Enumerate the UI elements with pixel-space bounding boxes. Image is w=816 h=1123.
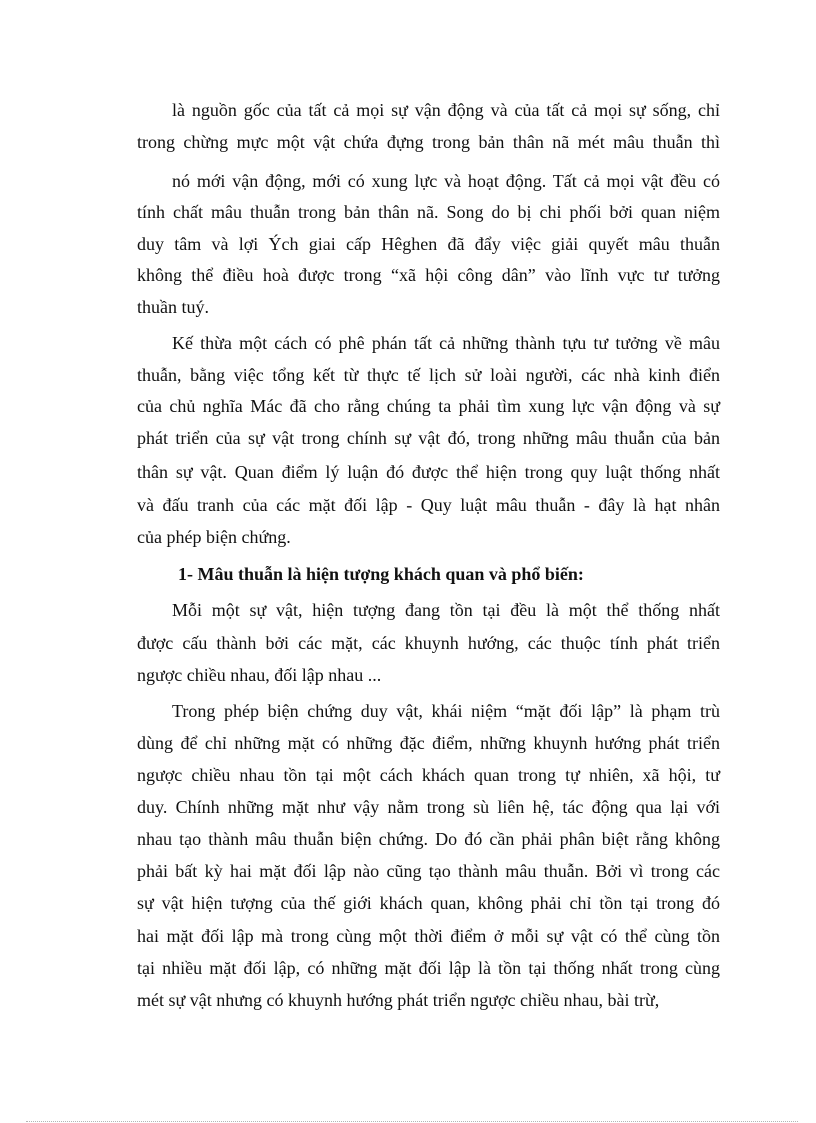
text-line: của phép biện chứng. — [137, 527, 291, 547]
text-line: tính chất mâu thuẫn trong bản thân nã. Song do bị chi phối bởi quan niệm — [137, 202, 720, 222]
text-line: hai mặt đối lập mà trong cùng một thời điểm ở mỗi sự vật có thể cùng tồn — [137, 926, 720, 946]
text-line: mét sự vật nhưng có khuynh hướng phát triển ngược chiều nhau, bài trừ, — [137, 990, 660, 1010]
text-line: thuẫn, bằng việc tổng kết từ thực tế lịch sử loài người, các nhà kinh điển — [137, 365, 720, 385]
text-line: duy tâm và lợi Ých giai cấp Hêghen đã đẩy việc giải quyết mâu thuẫn — [137, 234, 720, 254]
text-line: và đấu tranh của các mặt đối lập - Quy luật mâu thuẫn - đây là hạt nhân — [137, 495, 720, 515]
text-line: thân sự vật. Quan điểm lý luận đó được thể hiện trong quy luật thống nhất — [137, 462, 720, 482]
text-line: thuần tuý. — [137, 297, 209, 317]
text-line: phải bất kỳ hai mặt đối lập nào cũng tạo thành mâu thuẫn. Bởi vì trong các — [137, 861, 720, 881]
text-line: không thể điều hoà được trong “xã hội công dân” vào lĩnh vực tư tưởng — [137, 265, 720, 285]
text-line: là nguồn gốc của tất cả mọi sự vận động và của tất cả mọi sự sống, chỉ — [172, 100, 720, 120]
text-line: Trong phép biện chứng duy vật, khái niệm “mặt đối lập” là phạm trù — [172, 701, 720, 721]
page-bottom-divider — [26, 1121, 798, 1122]
text-line: của chủ nghĩa Mác đã cho rằng chúng ta phải tìm xung lực vận động và sự — [137, 396, 720, 416]
text-line: Mỗi một sự vật, hiện tượng đang tồn tại đều là một thể thống nhất — [172, 600, 720, 620]
section-heading: 1- Mâu thuẫn là hiện tượng khách quan và phổ biến: — [178, 564, 584, 584]
text-line: trong chừng mực một vật chứa đựng trong bản thân nã mét mâu thuẫn thì — [137, 132, 720, 152]
text-line: sự vật hiện tượng của thế giới khách quan, không phải chỉ tồn tại trong đó — [137, 893, 720, 913]
text-line: được cấu thành bởi các mặt, các khuynh hướng, các thuộc tính phát triển — [137, 633, 720, 653]
text-line: tại nhiều mặt đối lập, có những mặt đối lập là tồn tại thống nhất trong cùng — [137, 958, 720, 978]
text-line: Kế thừa một cách có phê phán tất cả những thành tựu tư tưởng về mâu — [172, 333, 720, 353]
text-line: dùng để chỉ những mặt có những đặc điểm, những khuynh hướng phát triển — [137, 733, 720, 753]
text-line: nó mới vận động, mới có xung lực và hoạt động. Tất cả mọi vật đều có — [172, 171, 720, 191]
text-line: ngược chiều nhau tồn tại một cách khách quan trong tự nhiên, xã hội, tư — [137, 765, 720, 785]
text-line: duy. Chính những mặt như vậy nằm trong sù liên hệ, tác động qua lại với — [137, 797, 720, 817]
text-line: phát triển của sự vật trong chính sự vật đó, trong những mâu thuẫn của bản — [137, 428, 720, 448]
text-line: nhau tạo thành mâu thuẫn biện chứng. Do đó cần phải phân biệt rằng không — [137, 829, 720, 849]
text-line: ngược chiều nhau, đối lập nhau ... — [137, 665, 382, 685]
